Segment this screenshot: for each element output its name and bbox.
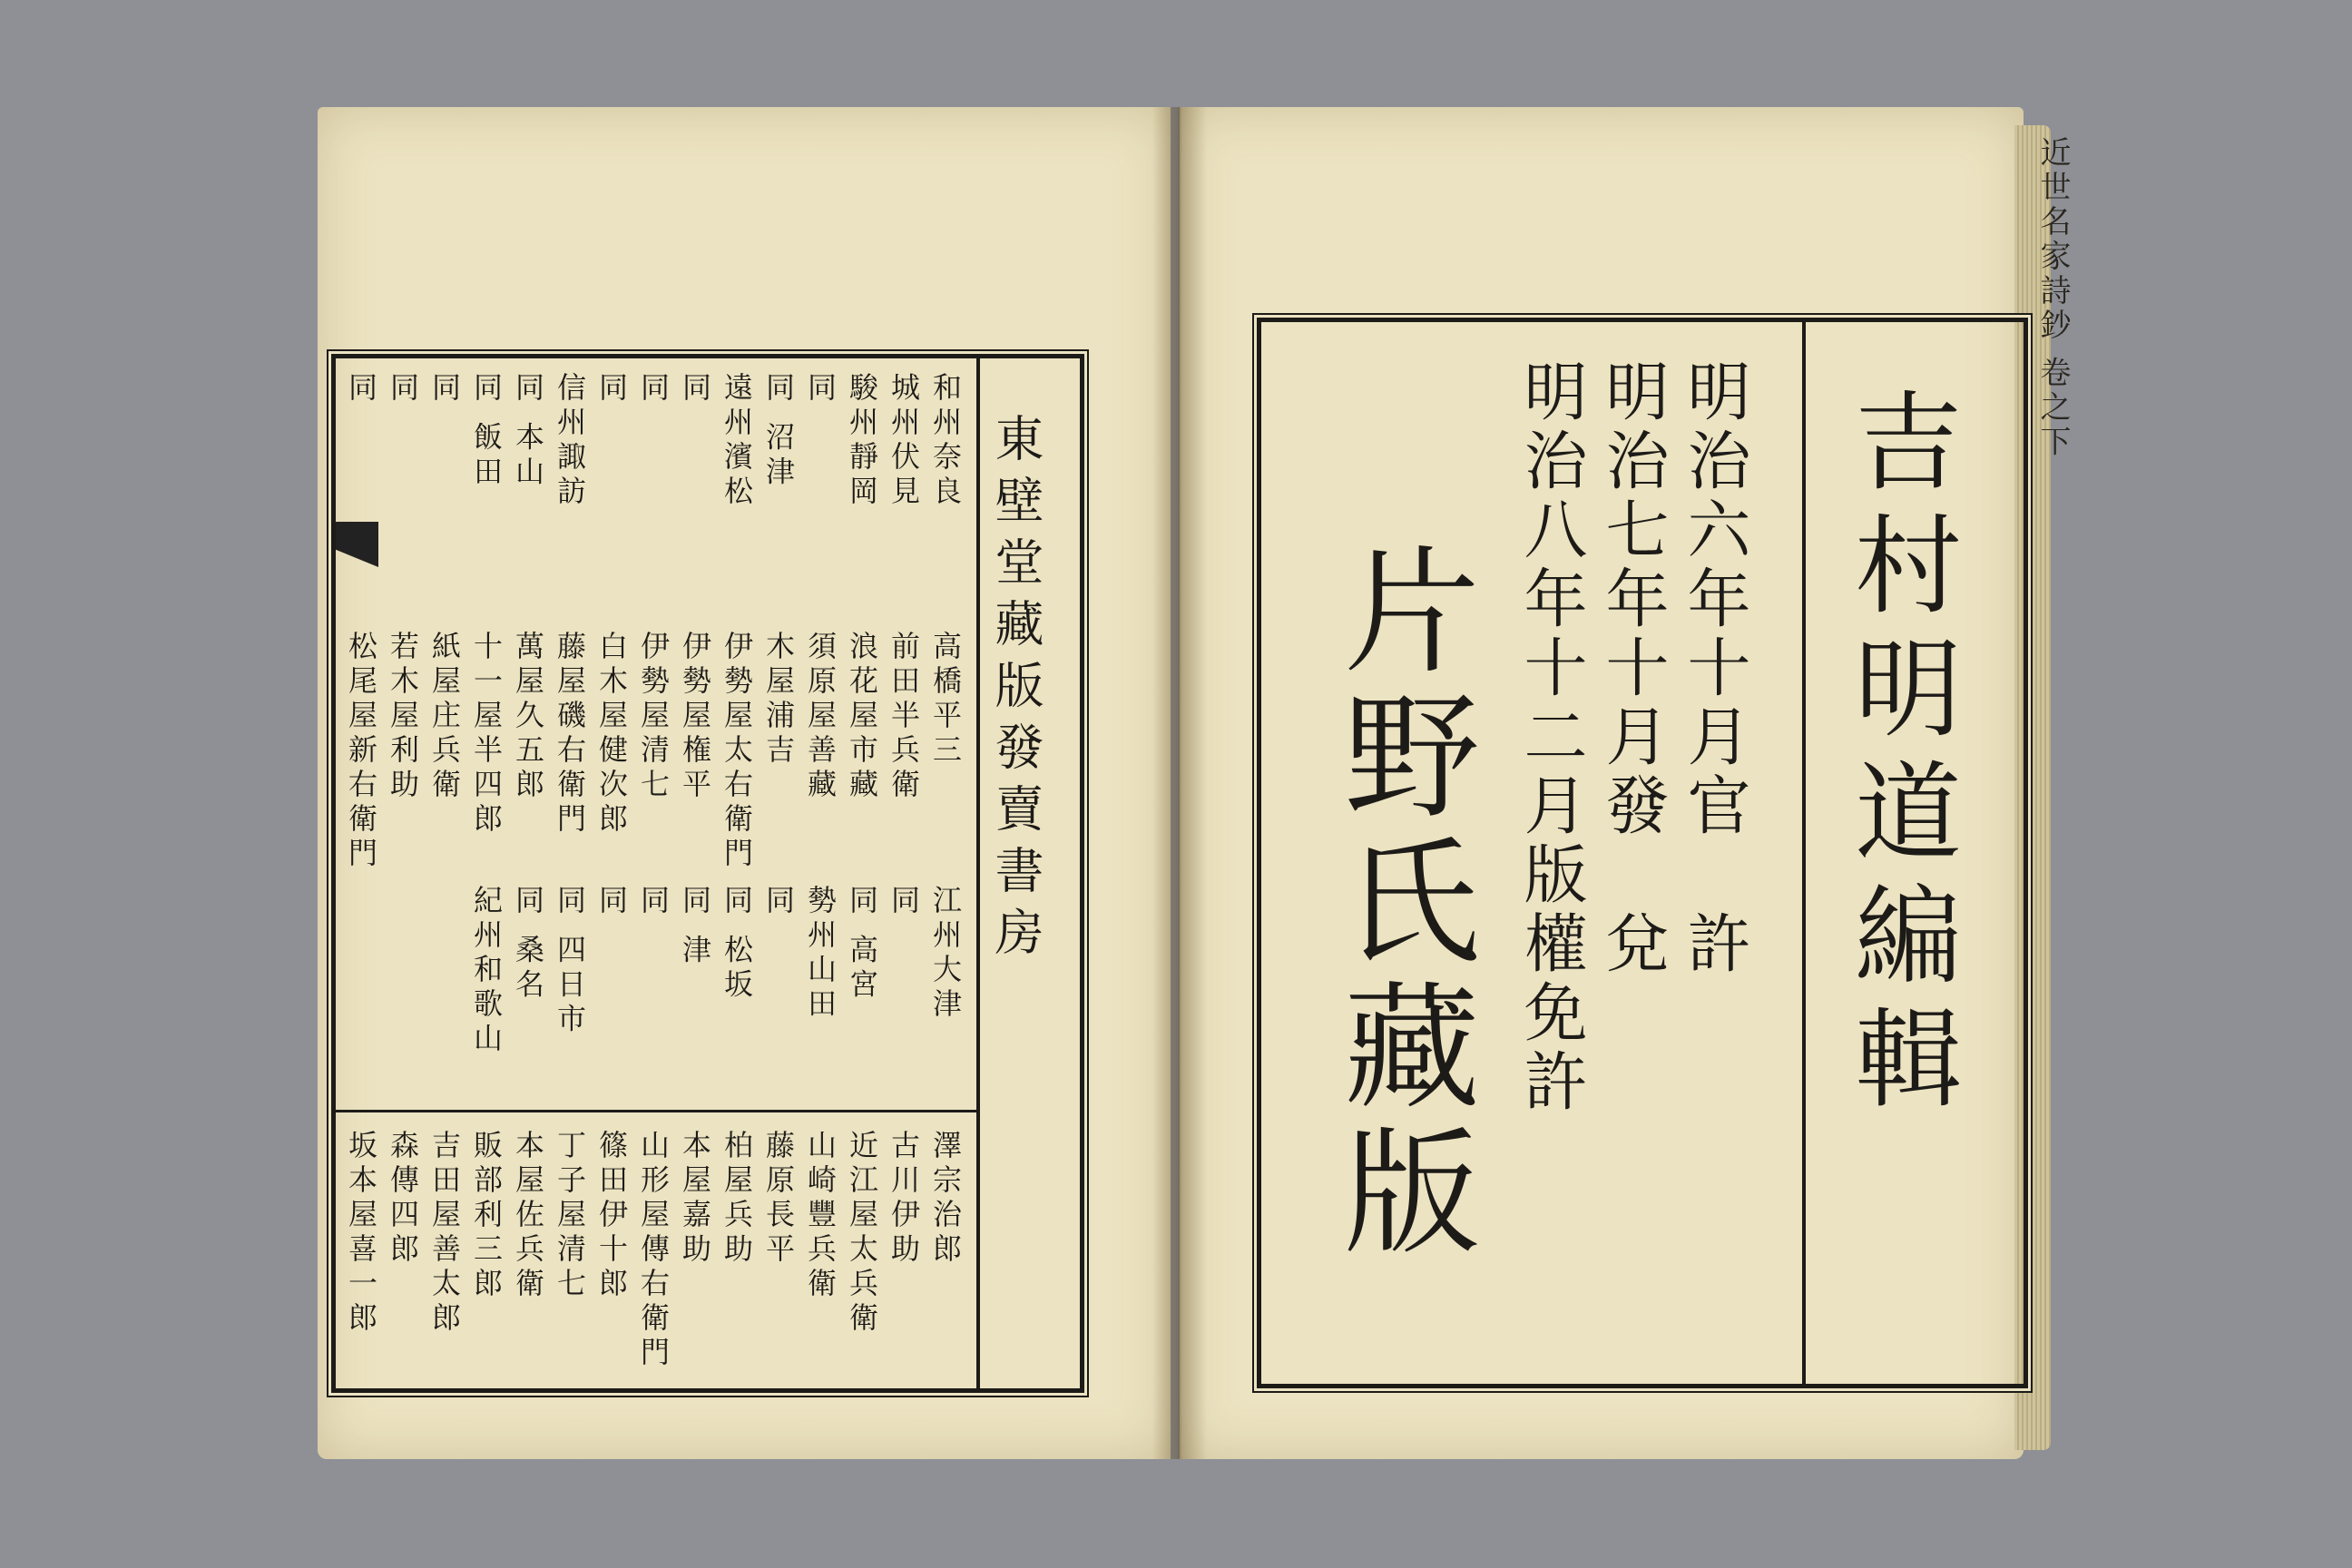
bookseller-name: 山形屋傳右衛門	[636, 1130, 671, 1371]
bookseller-place: 和州奈良	[928, 372, 963, 510]
bookseller-name: 篠田伊十郎	[594, 1130, 629, 1302]
bookseller-name: 伊勢屋権平	[678, 631, 712, 803]
bookseller-place: 同	[678, 372, 712, 407]
bookseller-list-title: 東壁堂藏版發賣書房	[987, 413, 1044, 968]
bookseller-name: 藤屋磯右衛門	[553, 631, 587, 838]
bookseller-place: 紀州和歌山	[469, 885, 504, 1057]
bookseller-name: 吉田屋善太郎	[427, 1130, 462, 1337]
publisher-name: 片野氏藏版	[1320, 540, 1478, 1266]
bookseller-name: 十一屋半四郎	[469, 631, 504, 838]
bookseller-place: 同 四日市	[553, 885, 587, 1038]
bookseller-name: 坂本屋喜一郎	[344, 1130, 378, 1337]
book-gutter	[1152, 107, 1207, 1459]
bookseller-name: 前田半兵衛	[887, 631, 921, 803]
bookseller-name: 浪花屋市藏	[845, 631, 879, 803]
bookseller-name: 萬屋久五郎	[511, 631, 545, 803]
license-line-1: 明治六年十月官 許	[1677, 358, 1751, 979]
middle-divider	[336, 1110, 980, 1112]
bookseller-place: 遠州濱松	[720, 372, 754, 510]
bookseller-name: 柏屋兵助	[720, 1130, 754, 1268]
bookseller-name: 白木屋健次郎	[594, 631, 629, 838]
bookseller-name: 本屋嘉助	[678, 1130, 712, 1268]
bookseller-place: 同	[427, 372, 462, 407]
bookseller-place: 同	[887, 885, 921, 919]
bookseller-place: 信州諏訪	[553, 372, 587, 510]
bookseller-place: 同 津	[678, 885, 712, 969]
bookseller-name: 澤宗治郎	[928, 1130, 963, 1268]
bookseller-name: 紙屋庄兵衛	[427, 631, 462, 803]
bookseller-name: 藤原長平	[761, 1130, 796, 1268]
bookseller-name: 松尾屋新右衛門	[344, 631, 378, 872]
license-line-2: 明治七年十月發 兌	[1595, 358, 1670, 979]
bookseller-name: 山崎豐兵衛	[803, 1130, 838, 1302]
book-edge-label: 近世名家詩鈔 卷之下	[2034, 136, 2071, 460]
bookseller-name: 高橋平三	[928, 631, 963, 769]
bookseller-name: 丁子屋清七	[553, 1130, 587, 1302]
bookseller-place: 同 沼津	[761, 372, 796, 491]
bookseller-list-frame	[331, 354, 1084, 1393]
bookseller-place: 同 高宮	[845, 885, 879, 1004]
bookseller-name: 伊勢屋清七	[636, 631, 671, 803]
bookseller-name: 近江屋太兵衛	[845, 1130, 879, 1337]
bookseller-place: 同 桑名	[511, 885, 545, 1004]
bookseller-place: 江州大津	[928, 885, 963, 1023]
bookseller-place: 同	[344, 372, 378, 407]
title-column	[976, 358, 1080, 1388]
bookseller-place: 城州伏見	[887, 372, 921, 510]
bookseller-name: 須原屋善藏	[803, 631, 838, 803]
bookseller-name: 販部利三郎	[469, 1130, 504, 1302]
bookseller-place: 同	[636, 885, 671, 919]
bookseller-name: 木屋浦吉	[761, 631, 796, 769]
bookseller-place: 同	[594, 372, 629, 407]
bookseller-place: 勢州山田	[803, 885, 838, 1023]
bookseller-name: 古川伊助	[887, 1130, 921, 1268]
compiler-column	[1802, 322, 2024, 1384]
license-line-3: 明治八年十二月版權免許	[1514, 358, 1588, 1117]
bookseller-place: 同	[386, 372, 420, 407]
bookseller-place: 駿州靜岡	[845, 372, 879, 510]
bookseller-place: 同	[761, 885, 796, 919]
bookseller-name: 伊勢屋太右衛門	[720, 631, 754, 872]
bookseller-place: 同 飯田	[469, 372, 504, 491]
bookseller-place: 同	[636, 372, 671, 407]
bookseller-place: 同	[803, 372, 838, 407]
colophon-frame	[1257, 318, 2028, 1388]
bookseller-place: 同 本山	[511, 372, 545, 491]
bookseller-place: 同	[594, 885, 629, 919]
bookseller-name: 森傳四郎	[386, 1130, 420, 1268]
compiler-name: 吉村明道編輯	[1837, 386, 1962, 1126]
bookseller-name: 本屋佐兵衛	[511, 1130, 545, 1302]
bookseller-name: 若木屋利助	[386, 631, 420, 803]
bookseller-place: 同 松坂	[720, 885, 754, 1004]
